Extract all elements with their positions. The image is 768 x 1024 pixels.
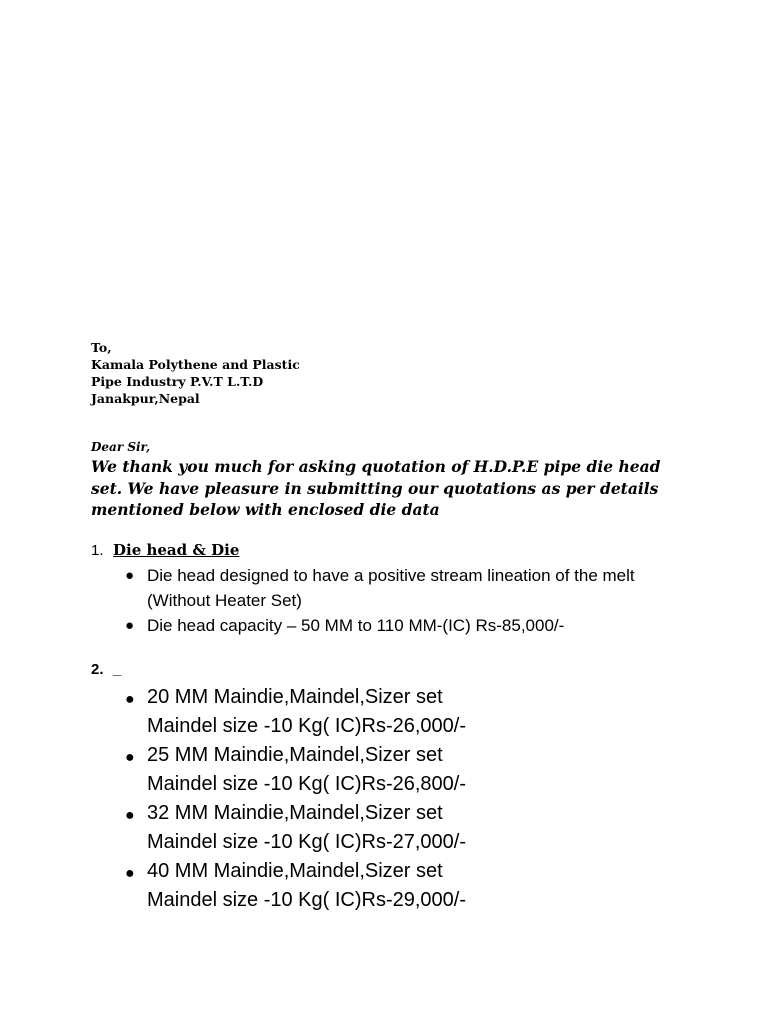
section-title: Die head & Die <box>113 541 240 559</box>
bullet-icon: ● <box>125 617 135 634</box>
bullet-icon: ● <box>125 865 135 882</box>
list-item-text: Die head designed to have a positive stream lineation of the melt (Without Heater Set) <box>147 566 635 610</box>
section-number: 2. <box>91 661 104 678</box>
bullet-icon: ● <box>125 691 135 708</box>
item-title: 20 MM Maindie,Maindel,Sizer set <box>147 686 443 708</box>
bullet-icon: ● <box>125 749 135 766</box>
item-title: 25 MM Maindie,Maindel,Sizer set <box>147 744 443 766</box>
list-item <box>121 799 621 857</box>
list-item <box>121 741 621 799</box>
list-item <box>121 683 621 741</box>
salutation: Dear Sir, <box>91 440 151 454</box>
section-title: _ <box>113 661 122 678</box>
item-price: Maindel size -10 Kg( IC)Rs-27,000/- <box>147 831 467 853</box>
item-title: 40 MM Maindie,Maindel,Sizer set <box>147 860 443 882</box>
list-item <box>121 563 681 613</box>
address-line: Kamala Polythene and Plastic <box>91 357 300 372</box>
section-1-list <box>121 563 681 638</box>
address-line: To, <box>91 340 112 355</box>
intro-paragraph: We thank you much for asking quotation of H.D.P.E pipe die head set. We have pleasure in submitting our quotations as per details mentioned below with enclosed die data <box>91 457 661 519</box>
section-2-list <box>121 683 621 915</box>
address-line: Janakpur,Nepal <box>91 391 200 406</box>
item-price: Maindel size -10 Kg( IC)Rs-29,000/- <box>147 889 467 911</box>
item-price: Maindel size -10 Kg( IC)Rs-26,800/- <box>147 773 467 795</box>
list-item <box>121 613 681 638</box>
section-1-heading <box>91 541 239 559</box>
section-2-heading <box>91 661 121 678</box>
list-item <box>121 857 621 915</box>
list-item-text: Die head capacity – 50 MM to 110 MM-(IC) Rs-85,000/- <box>147 616 565 635</box>
bullet-icon: ● <box>125 807 135 824</box>
bullet-icon: ● <box>125 567 135 584</box>
address-line: Pipe Industry P.V.T L.T.D <box>91 374 264 389</box>
item-title: 32 MM Maindie,Maindel,Sizer set <box>147 802 443 824</box>
recipient-address <box>91 339 300 407</box>
item-price: Maindel size -10 Kg( IC)Rs-26,000/- <box>147 715 467 737</box>
section-number: 1. <box>91 542 104 559</box>
